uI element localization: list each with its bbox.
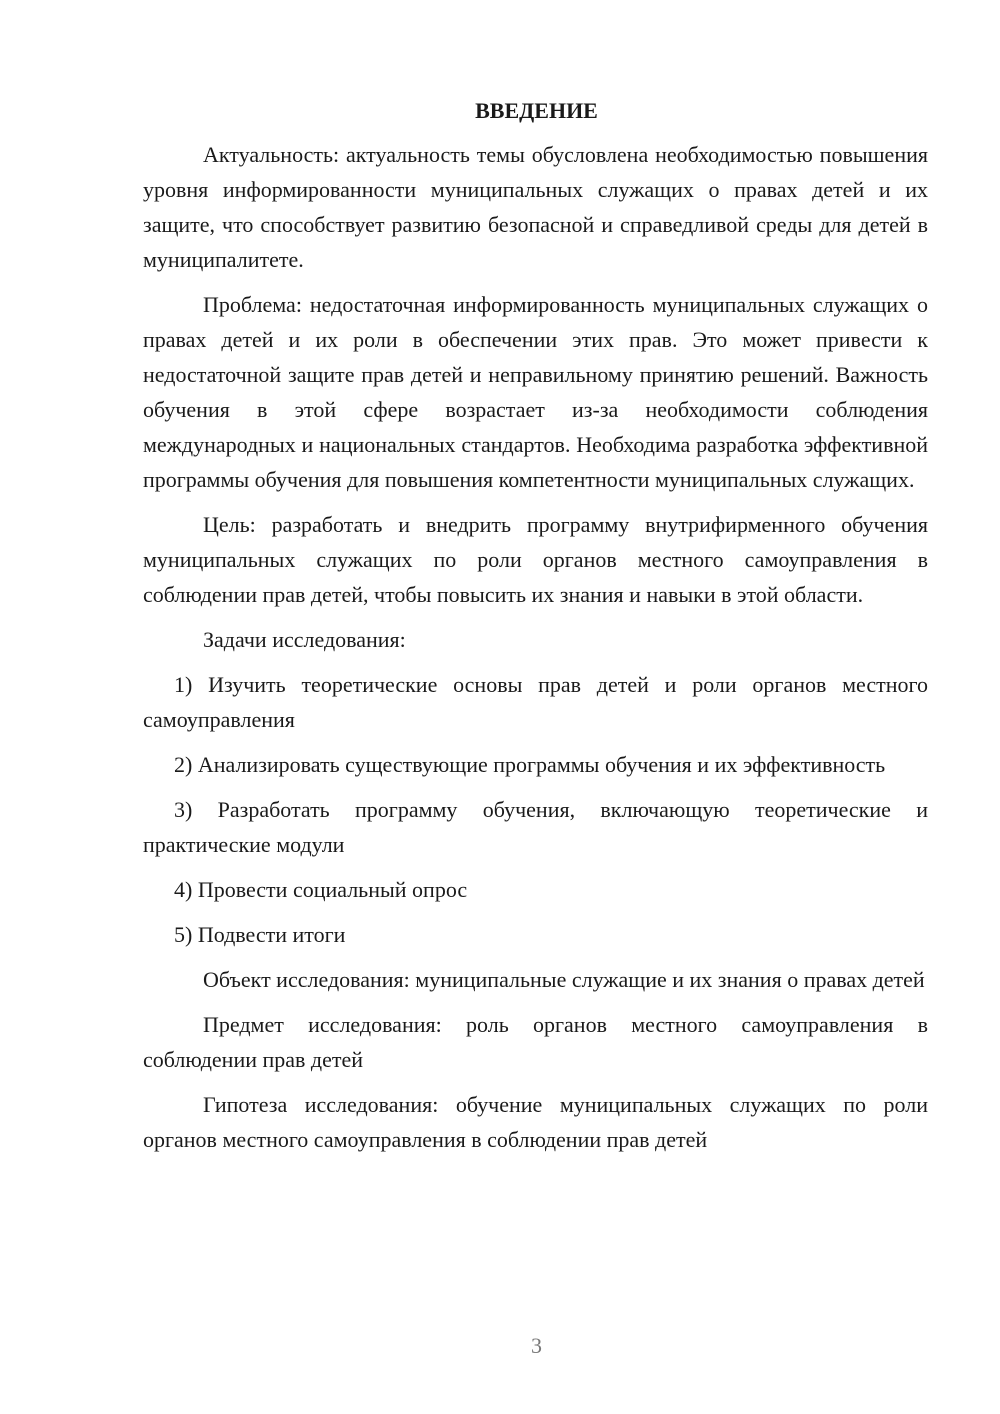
task-item-1: 1) Изучить теоретические основы прав детей и роли органов местного самоуправления <box>143 672 928 732</box>
paragraph-hypothesis: Гипотеза исследования: обучение муниципальных служащих по роли органов местного самоуправления в соблюдении прав детей <box>143 1092 928 1152</box>
task-item-2: 2) Анализировать существующие программы обучения и их эффективность <box>174 752 886 777</box>
task-item-5: 5) Подвести итоги <box>174 922 346 947</box>
page-content <box>143 96 928 1167</box>
paragraph-goal: Цель: разработать и внедрить программу внутрифирменного обучения муниципальных служащих по роли органов местного самоуправления в соблюдении прав детей, чтобы повысить их знания и навыки в этой области. <box>143 512 928 607</box>
section-heading: ВВЕДЕНИЕ <box>475 98 598 123</box>
paragraph-relevance: Актуальность: актуальность темы обусловлена необходимостью повышения уровня информированности муниципальных служащих о правах детей и их защите, что способствует развитию безопасной и справедливой среды для детей в муниципалитете. <box>143 142 928 272</box>
paragraph-problem: Проблема: недостаточная информированность муниципальных служащих о правах детей и их роли в обеспечении этих прав. Это может привести к недостаточной защите прав детей и неправильному принятию решений. Важность обучения в этой сфере возрастает из-за необходимости соблюдения международных и национальных стандартов. Необходима разработка эффективной программы обучения для повышения компетентности муниципальных служащих. <box>143 292 928 492</box>
page-number: 3 <box>531 1333 542 1358</box>
task-item-3: 3) Разработать программу обучения, включающую теоретические и практические модули <box>143 797 928 857</box>
task-item-4: 4) Провести социальный опрос <box>174 877 468 902</box>
paragraph-subject: Предмет исследования: роль органов местного самоуправления в соблюдении прав детей <box>143 1012 928 1072</box>
paragraph-tasks-title: Задачи исследования: <box>203 627 406 652</box>
paragraph-object: Объект исследования: муниципальные служащие и их знания о правах детей <box>203 967 925 992</box>
